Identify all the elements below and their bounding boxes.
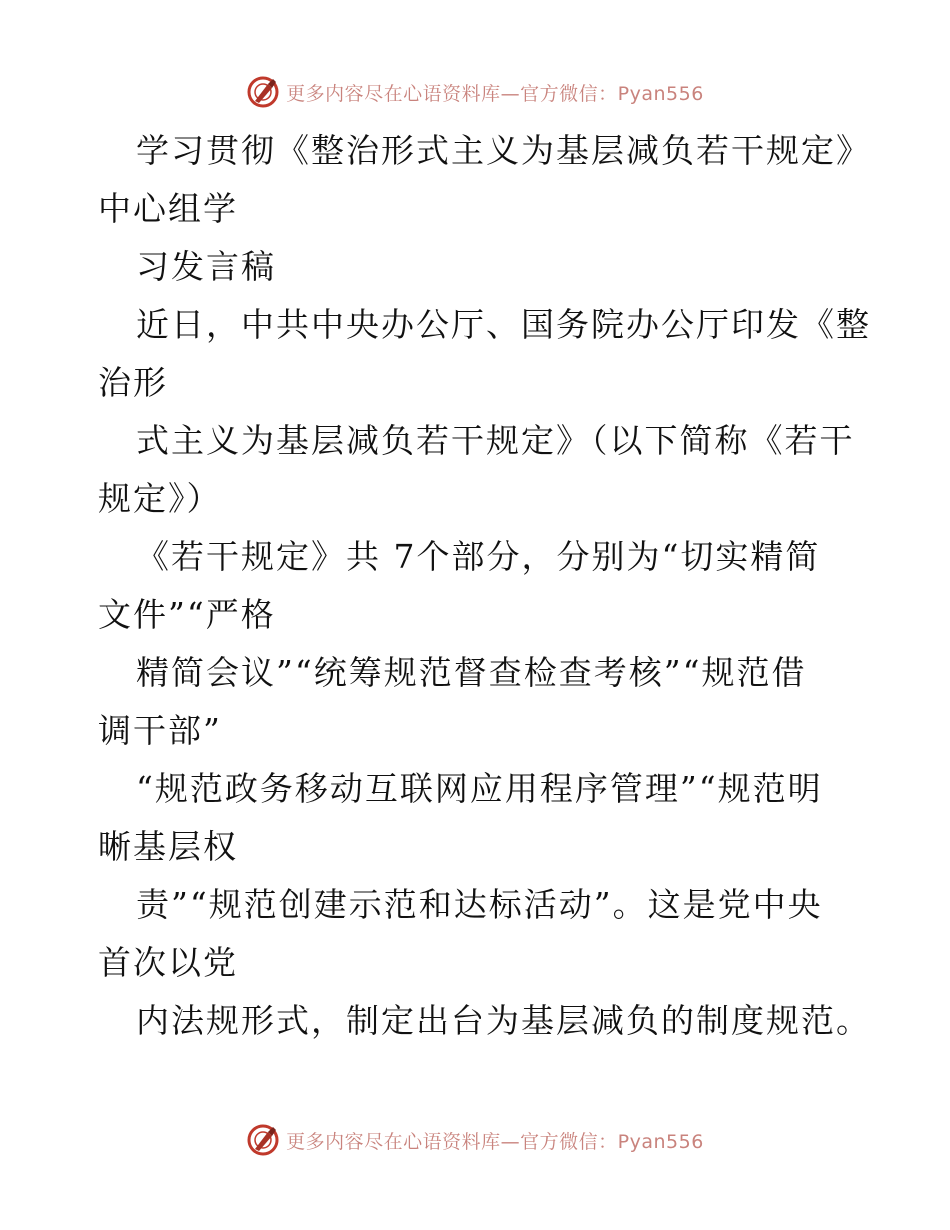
pen-nib-logo-icon (246, 1123, 280, 1157)
header-banner-text: 更多内容尽在心语资料库—官方微信：Pyan556 (286, 82, 704, 105)
header-banner (0, 72, 950, 112)
footer-banner-text: 更多内容尽在心语资料库—官方微信：Pyan556 (286, 1130, 704, 1153)
text-line: 治形 (98, 363, 168, 402)
document-body (98, 122, 871, 1050)
pen-nib-logo-icon (246, 75, 280, 109)
text-line: 规定》） (98, 479, 222, 518)
footer-banner (0, 1120, 950, 1160)
text-line: 式主义为基层减负若干规定》（以下简称《若干 (136, 421, 855, 460)
text-line: 《若干规定》共 7个部分，分别为“切实精简 (136, 537, 821, 576)
text-line: 中心组学 (98, 189, 238, 228)
text-line: 责”“规范创建示范和达标活动”。这是党中央 (136, 885, 823, 924)
text-line: 首次以党 (98, 943, 238, 982)
text-line: 精简会议”“统筹规范督查检查考核”“规范借 (136, 653, 807, 692)
text-line: 近日，中共中央办公厅、国务院办公厅印发《整 (136, 305, 871, 344)
text-line: 学习贯彻《整治形式主义为基层减负若干规定》 (136, 131, 871, 170)
text-line: “规范政务移动互联网应用程序管理”“规范明 (136, 769, 823, 808)
text-line: 晰基层权 (98, 827, 238, 866)
text-line: 文件”“严格 (98, 595, 276, 634)
text-line: 调干部” (98, 711, 222, 750)
text-line: 习发言稿 (136, 247, 276, 286)
text-line: 内法规形式，制定出台为基层减负的制度规范。 (136, 1001, 871, 1040)
